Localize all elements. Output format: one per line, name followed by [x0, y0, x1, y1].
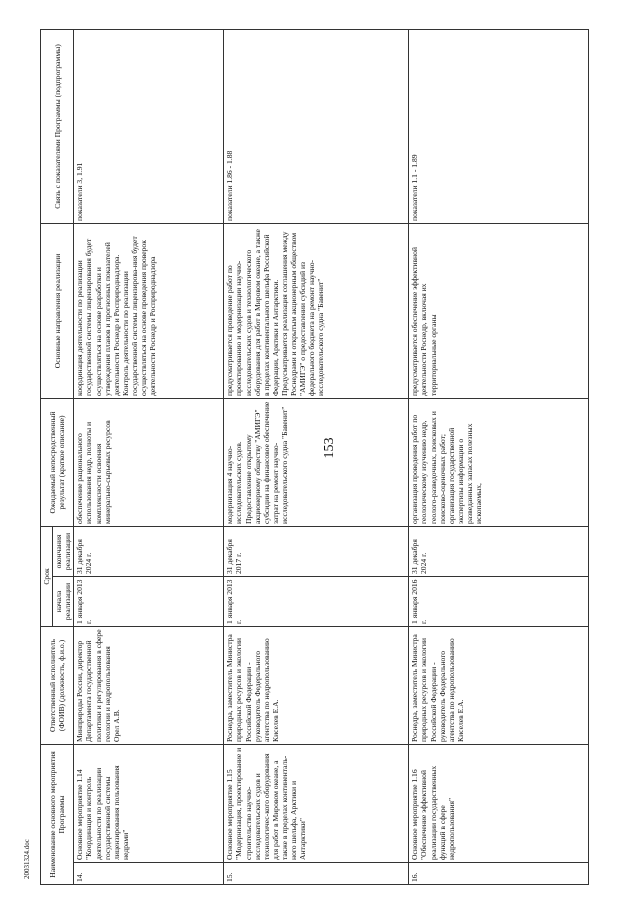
- header-directions: Основные направления реализации: [41, 223, 74, 398]
- responsible-executor: Минприроды России, директор Департамента государственной политики и регулирования в сфере геологии и недропользования Орел А.В.: [74, 627, 224, 745]
- footer-document-reference: 20031324.doc: [23, 839, 31, 879]
- activity-name: Основное мероприятие 1.15 "Модернизация, проектирование и строительство научно-исследовательских судов и технологичес-кого оборудования для работ в Мировом океане, а также в пределах континенталь-ного шельфа, Арктики и Антарктики": [224, 745, 409, 863]
- table-row: [409, 29, 589, 884]
- header-term-end: окончания реализации: [53, 526, 74, 576]
- responsible-executor: Роснедра, заместитель Министра природных ресурсов и экологии Российской Федерации - руководитель Федерального агентства по недропользованию Киселев Е.А.: [224, 627, 409, 745]
- rotated-table-sheet: [40, 30, 610, 885]
- program-activities-table: [40, 29, 589, 885]
- header-indicators-link: Связь с показателями Программы (подпрограммы): [41, 29, 74, 223]
- implementation-directions: предусматривается обеспечение эффективной деятельности Роснедр, включая их территориальные органы: [409, 223, 589, 398]
- term-end: 31 декабря 2024 г.: [409, 526, 589, 576]
- responsible-executor: Роснедра, заместитель Министра природных ресурсов и экологии Российской Федерации - руководитель Федерального агентства по недропользованию Киселев Е.А.: [409, 627, 589, 745]
- row-number: 16.: [409, 863, 589, 885]
- header-term-start: начала реализации: [53, 577, 74, 627]
- row-number: 14.: [74, 863, 224, 885]
- header-expected-result: Ожидаемый непосредственный результат (краткое описание): [41, 398, 74, 526]
- implementation-directions: предусматривается проведение работ по проектированию и модернизации научно-исследовательских судов и технологического оборудования для работ в Мировом океане, а также в пределах континентального шельфа Российской Федерации, Арктики и Антарктики. Предусматривается реализация соглашения между Роснедрами и открытым акционерным обществом "АМИГЭ" о предоставлении субсидий из федерального бюджета на ремонт научно-исследовательского судна "Бавенит": [224, 223, 409, 398]
- implementation-directions: координация деятельности по реализации государственной системы лицензирования будет осуществляться на основе разработки и утверждения планов и прогнозных показателей деятельности Роснедр и Росприроднадзора. Контроль деятельности по реализации государственной системы лицензирова-ния будет осуществляться на основе проведения проверок деятельности Роснедр и Росприроднадзора: [74, 223, 224, 398]
- expected-result: обеспечение рационального использования недр, полноты и комплексности освоения минерально-сырьевых ресурсов: [74, 398, 224, 526]
- header-responsible: Ответственный исполнитель (ФОИВ) (должность, ф.и.о.): [41, 627, 74, 745]
- table-row: [224, 29, 409, 884]
- activity-name: Основное мероприятие 1.16 "Обеспечение эффективной реализации государственных функций в сфере недропользования": [409, 745, 589, 863]
- header-activity-name: Наименование основного мероприятия Программы: [41, 745, 74, 885]
- term-end: 31 декабря 2017 г.: [224, 526, 409, 576]
- expected-result: модернизация 4 научно-исследовательских судов. Предоставление открытому акционерному обществу "АМИГЭ" субсидии на финансовое обеспечение затрат на ремонт научно-исследовательского судна "Бавенит": [224, 398, 409, 526]
- header-term: Срок: [41, 526, 53, 626]
- row-number: 15.: [224, 863, 409, 885]
- term-start: 1 января 2013 г.: [224, 577, 409, 627]
- term-end: 31 декабря 2024 г.: [74, 526, 224, 576]
- indicators-link: показатели 1.1 - 1.89: [409, 29, 589, 223]
- activity-name: Основное мероприятие 1.14 "Координация и контроль деятельности по реализации государственной системы лицензирования пользования недрами": [74, 745, 224, 863]
- table-row: [74, 29, 224, 884]
- term-start: 1 января 2013 г.: [74, 577, 224, 627]
- table-header-row: [41, 29, 53, 884]
- indicators-link: показатели 1.86 - 1.88: [224, 29, 409, 223]
- indicators-link: показатели 3, 1.91: [74, 29, 224, 223]
- expected-result: организация проведения работ по геологическому изучению недр, геолого-разведочных, поисковых и поисково-оценочных работ; организация государственной экспертизы информации о разведанных запасах полезных ископаемых,: [409, 398, 589, 526]
- page-number: 153: [322, 437, 337, 459]
- term-start: 1 января 2016 г.: [409, 577, 589, 627]
